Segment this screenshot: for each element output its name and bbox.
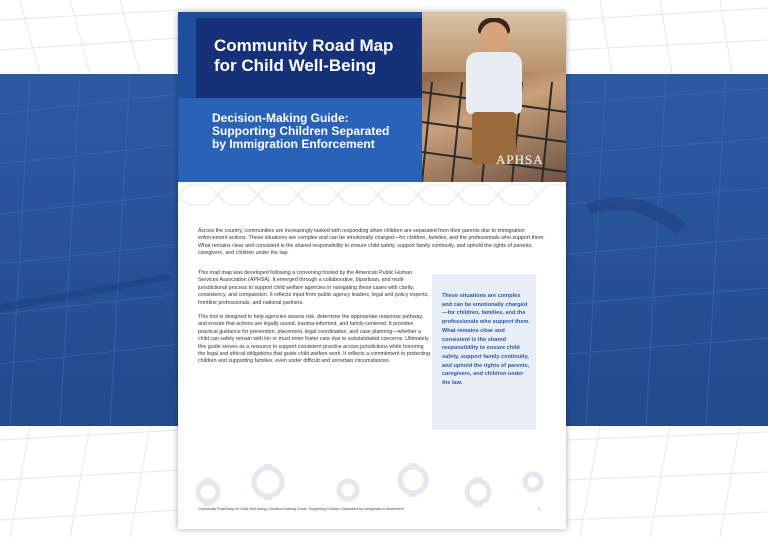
- body-paragraph-1: This road map was developed following a convening hosted by the American Public Human Services Association (APHSA). It emerged through a collaborative, bipartisan, and multi-jurisdictional process to support child welfare agencies in navigating these cases with clarity, consistency, and compassion. It reflects input from public agency leaders, legal and policy experts, frontline professionals, and national partners.: [198, 270, 429, 306]
- page-number: 1: [538, 507, 540, 511]
- body-paragraph-2: This tool is designed to help agencies assess risk, determine the appropriate response pathway, and ensure that actions are legally sound, trauma-informed, and family-centered. It provides practical guidance for prevention, placement, legal coordination, and case planning—whether a child can safely remain with kin or must enter foster care due to substantiated concerns. Ultimately, this guide serves as a resource to support consistent practice across jurisdictions while honoring the legal and ethical obligations that guide child welfare work. It reflects a commitment to protecting children and supporting families, even under difficult and uncertain circumstances.: [198, 314, 431, 365]
- document-title: Community Road Map for Child Well-Being: [214, 36, 394, 75]
- pull-quote-box: [432, 274, 536, 430]
- pull-quote-text: These situations are complex and can be emotionally charged—for children, families, and the professionals who support them. What remains clear and consistent is the shared responsibility to ensure child safety, support family continuity, and uphold the rights of parents, caregivers, and children under the law.: [442, 293, 530, 387]
- child-photo: [422, 12, 566, 182]
- background-band-right: [566, 74, 768, 426]
- document-header: [178, 12, 566, 182]
- background-band-left: [0, 74, 180, 426]
- gear-decoration: [178, 452, 566, 522]
- aphsa-logo: APHSA: [496, 152, 544, 167]
- page-footer: Community Road Map for Child Well-Being | Decision-Making Guide: Supporting Children Separated by Immigration Enforcement: [198, 507, 404, 511]
- document-page: [178, 12, 566, 529]
- document-subtitle: Decision-Making Guide: Supporting Children Separated by Immigration Enforcement: [212, 111, 390, 151]
- body-column: [198, 270, 430, 373]
- intro-paragraph: Across the country, communities are increasingly tasked with responding when children are separated from their parents due to immigration enforcement actions. These situations are complex and can be emotionally charged—for children, families, and the professionals who support them. What remains clear and consistent is the shared responsibility to ensure child safety, support family continuity, and uphold the rights of parents, caregivers, and children under the law.: [198, 228, 545, 257]
- hexagon-pattern: [178, 182, 566, 208]
